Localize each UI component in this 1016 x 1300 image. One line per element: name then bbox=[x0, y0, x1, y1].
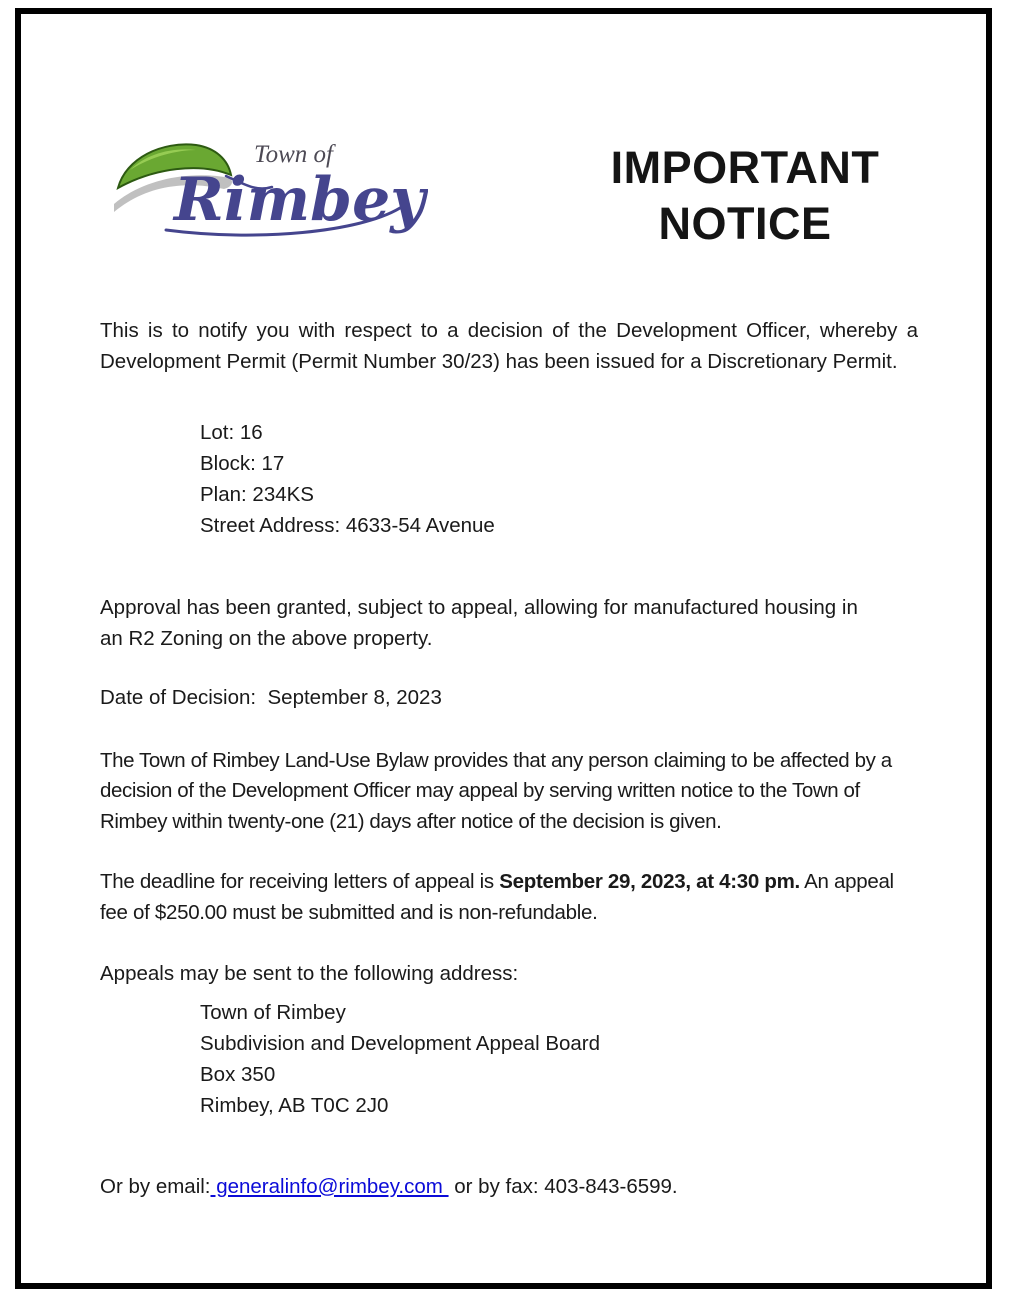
address-line-box: Box 350 bbox=[200, 1063, 276, 1086]
appeal-board-address bbox=[200, 997, 600, 1121]
bylaw-paragraph: The Town of Rimbey Land-Use Bylaw provides that any person claiming to be affected by a decision of the Development Officer may appeal by serving written notice to the Town of Rimbey within twenty-one (21) days after notice of the decision is given. bbox=[100, 748, 892, 833]
deadline-suffix: An appeal fee of $250.00 must be submitted and is non-refundable. bbox=[100, 869, 894, 924]
notice-title bbox=[555, 140, 935, 252]
property-details bbox=[200, 417, 495, 541]
property-plan: Plan: 234KS bbox=[200, 483, 314, 506]
contact-line bbox=[100, 1171, 678, 1202]
address-line-board: Subdivision and Development Appeal Board bbox=[200, 1032, 601, 1055]
deadline-paragraph bbox=[100, 866, 922, 928]
property-lot: Lot: 16 bbox=[200, 421, 263, 444]
notice-title-line1: IMPORTANT bbox=[610, 142, 880, 193]
email-prefix: Or by email: bbox=[100, 1174, 211, 1198]
town-of-rimbey-logo bbox=[108, 124, 428, 250]
appeals-intro-line: Appeals may be sent to the following address: bbox=[100, 961, 519, 985]
address-line-city: Rimbey, AB T0C 2J0 bbox=[200, 1094, 389, 1117]
email-link[interactable]: generalinfo@rimbey.com bbox=[210, 1174, 449, 1198]
deadline-prefix: The deadline for receiving letters of appeal is bbox=[100, 869, 500, 893]
logo-name: Rimbey bbox=[174, 165, 426, 235]
decision-date-line: Date of Decision: September 8, 2023 bbox=[100, 685, 442, 709]
approval-paragraph: Approval has been granted, subject to appeal, allowing for manufactured housing in an R2 Zoning on the above property. bbox=[100, 595, 858, 650]
notice-title-line2: NOTICE bbox=[658, 198, 832, 249]
fax-suffix: or by fax: 403-843-6599. bbox=[448, 1174, 678, 1198]
logo-tagline: Town of bbox=[254, 141, 333, 168]
property-street-address: Street Address: 4633-54 Avenue bbox=[200, 514, 495, 537]
property-block: Block: 17 bbox=[200, 452, 285, 475]
deadline-date-bold: September 29, 2023, at 4:30 pm. bbox=[499, 869, 800, 893]
intro-paragraph: This is to notify you with respect to a decision of the Development Officer, whereby a Development Permit (Permit Number 30/23) has been issued for a Discretionary Permit. bbox=[100, 318, 918, 373]
address-line-org: Town of Rimbey bbox=[200, 1001, 346, 1024]
